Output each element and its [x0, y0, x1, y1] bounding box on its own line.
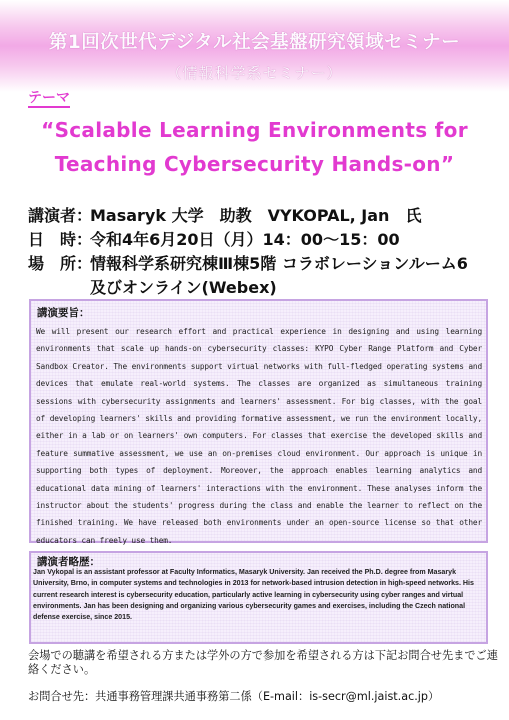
speaker-key: 講演者：: [28, 206, 93, 225]
talk-title-line-2: Teaching Cybersecurity Hands-on”: [54, 152, 455, 176]
datetime-value: 令和4年6月20日（月）14：00～15：00: [90, 230, 400, 249]
abstract-body: We will present our research effort and practical experience in designing and using learning environments that scale up hands-on cybersecurity classes: KYPO Cyber Range Platform and Cyber Sandbox Creator. The environments support virtual networks with full-fledged operating systems and devices that emulate real-world systems. The classes are organized as simultaneous training sessions with cybersecurity assignments and learners' assessment. For big classes, with the goal of developing learners' skills and providing formative assessment, we run the environment locally, either in a lab or on learners' own computers. For classes that exercise the developed skills and feature summative assessment, we use an on-premises cloud environment. Our approach is unique in supporting both types of deployment. Moreover, the approach enables learning analytics and educational data mining of learners' interactions with the environment. These analyses inform the instructor about the students' progress during the class and enable the learner to reflect on the finished training. We have released both environments under an open-source license so that other educators can freely use them.: [36, 327, 482, 545]
place-row: [28, 251, 468, 274]
header-banner: [0, 0, 509, 92]
attendance-notice: 会場での聴講を希望される方または学外の方で参加を希望される方は下記お問合せ先までご連絡ください。: [28, 649, 498, 676]
bio-body: Jan Vykopal is an assistant professor at Faculty Informatics, Masaryk University. Jan received the Ph.D. degree from Masaryk University, Brno, in computer systems and technologies in 2013 for network-based intrusion detection in high-speed networks. His current research interest is cybersecurity education, particularly active learning in cybersecurity using cyber ranges and virtual environments. Jan has been designing and organizing various cybersecurity games and exercises, including the Czech national defense exercise, since 2015.: [33, 568, 474, 622]
abstract-heading: 講演要旨：: [37, 307, 90, 319]
place-value-online: 及びオンライン(Webex): [90, 278, 277, 297]
talk-title-line-1: “Scalable Learning Environments for: [41, 118, 468, 142]
speaker-row: [28, 203, 421, 226]
datetime-key: 日 時：: [28, 230, 93, 249]
abstract-box: [29, 299, 488, 543]
seminar-subtitle: （情報科学系セミナー）: [166, 64, 343, 82]
seminar-title: 第1回次世代デジタル社会基盤研究領域セミナー: [48, 32, 461, 53]
contact-info: お問合せ先：共通事務管理課共通事務第二係（E-mail：is-secr@ml.jaist.ac.jp）: [28, 690, 440, 703]
speaker-value: Masaryk 大学 助教 VYKOPAL, Jan 氏: [90, 206, 422, 225]
bio-heading: 講演者略歴：: [37, 556, 100, 568]
bio-box: [29, 551, 488, 644]
place-value: 情報科学系研究棟Ⅲ棟5階 コラボレーションルーム6: [90, 254, 468, 273]
theme-label: テーマ: [28, 90, 70, 106]
place-key: 場 所：: [28, 254, 93, 273]
datetime-row: [28, 227, 400, 250]
